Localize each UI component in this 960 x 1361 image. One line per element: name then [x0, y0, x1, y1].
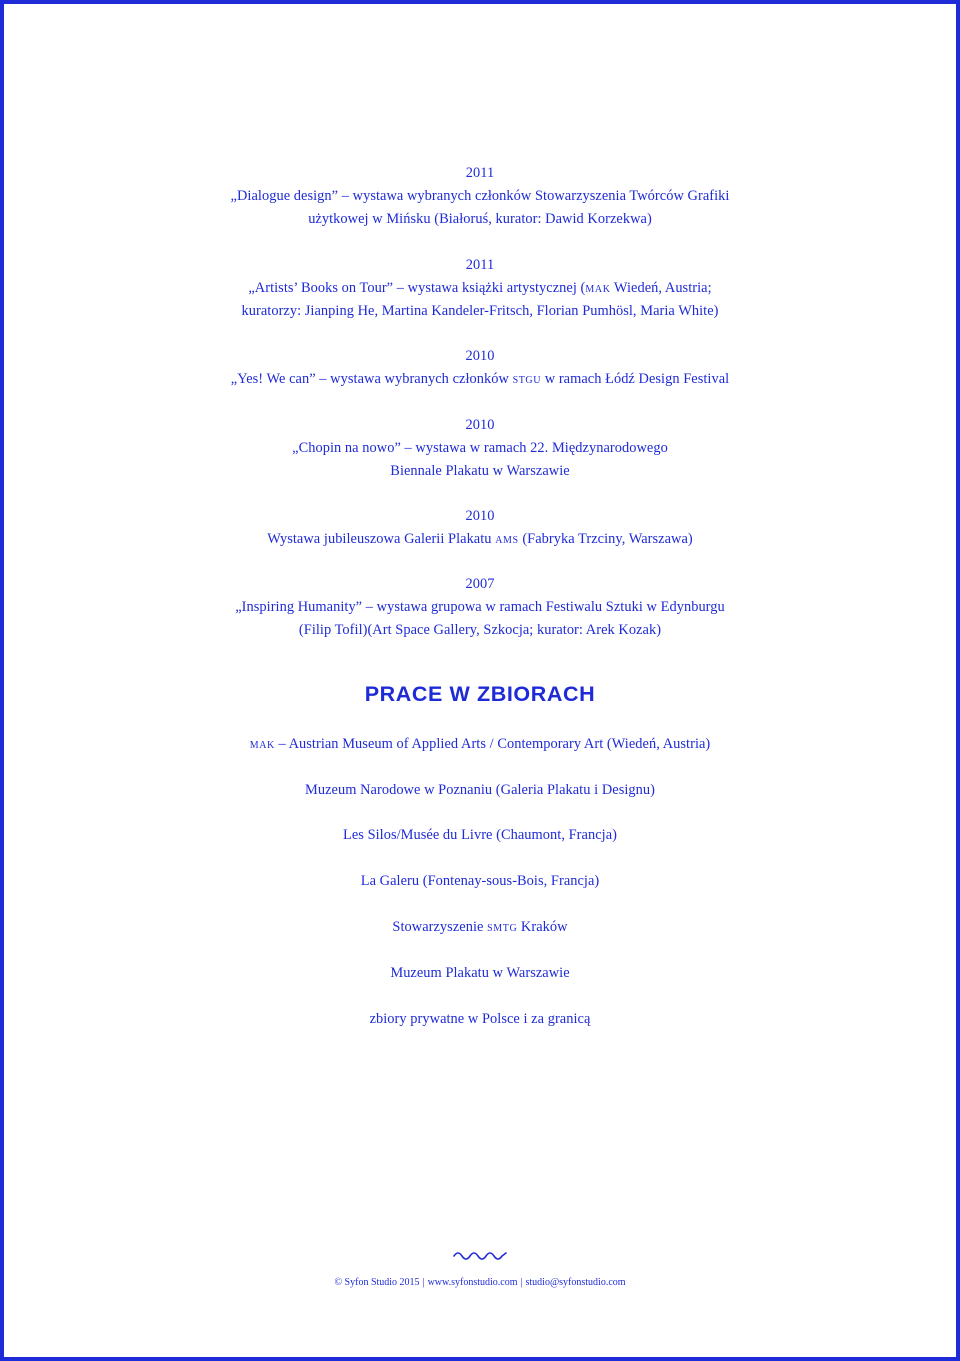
exhibition-description	[0, 437, 960, 460]
exhibition-entry	[0, 345, 960, 391]
exhibition-entry	[0, 573, 960, 642]
exhibition-year: 2007	[465, 576, 495, 592]
collections-heading: PRACE W ZBIORACH	[364, 682, 596, 706]
text-segment: (Filip Tofil)(Art Space Gallery, Szkocja; kurator: Arek Kozak)	[298, 622, 662, 638]
exhibition-year: 2011	[465, 165, 495, 181]
text-segment: Muzeum Narodowe w Poznaniu (Galeria Plakatu i Designu)	[305, 782, 655, 798]
exhibition-description	[0, 368, 960, 391]
exhibition-entry	[0, 162, 960, 231]
collection-item	[0, 916, 960, 939]
acronym: stgu	[512, 371, 542, 387]
footer	[0, 1276, 960, 1290]
footer-website-link[interactable]: www.syfonstudio.com	[427, 1277, 518, 1288]
collection-name	[0, 733, 960, 756]
text-segment: kuratorzy: Jianping He, Martina Kandeler-Fritsch, Florian Pumhösl, Maria White)	[241, 303, 719, 319]
exhibition-description	[0, 619, 960, 642]
footer-separator: |	[422, 1277, 425, 1288]
collection-name	[0, 916, 960, 939]
exhibition-description	[0, 596, 960, 619]
exhibition-description	[0, 185, 960, 208]
text-segment: (Fabryka Trzciny, Warszawa)	[518, 531, 693, 547]
exhibition-year: 2010	[465, 417, 495, 433]
exhibition-entry	[0, 505, 960, 551]
text-segment: Muzeum Plakatu w Warszawie	[390, 965, 570, 981]
text-segment: – Austrian Museum of Applied Arts / Contemporary Art (Wiedeń, Austria)	[274, 736, 711, 752]
text-segment: zbiory prywatne w Polsce i za granicą	[369, 1011, 591, 1027]
text-segment: Wystawa jubileuszowa Galerii Plakatu	[267, 531, 496, 547]
exhibition-description	[0, 208, 960, 231]
acronym: ams	[495, 531, 519, 547]
collection-item	[0, 779, 960, 802]
footer-copyright: © Syfon Studio 2015	[334, 1277, 420, 1288]
exhibition-description	[0, 277, 960, 300]
text-segment: Biennale Plakatu w Warszawie	[390, 463, 570, 479]
exhibition-description	[0, 300, 960, 323]
collection-name	[0, 870, 960, 893]
wave-ornament-icon	[453, 1248, 507, 1260]
acronym: mak	[249, 736, 275, 752]
exhibition-entry	[0, 414, 960, 483]
text-segment: użytkowej w Mińsku (Białoruś, kurator: Dawid Korzekwa)	[308, 211, 652, 227]
text-segment: La Galeru (Fontenay-sous-Bois, Francja)	[360, 873, 600, 889]
footer-separator: |	[520, 1277, 523, 1288]
collection-item	[0, 870, 960, 893]
collection-item	[0, 733, 960, 756]
text-segment: Wiedeń, Austria;	[610, 280, 712, 296]
text-segment: Kraków	[517, 919, 568, 935]
collection-name	[0, 779, 960, 802]
collection-name	[0, 962, 960, 985]
collection-item	[0, 962, 960, 985]
acronym: smtg	[487, 919, 518, 935]
footer-email-link[interactable]: studio@syfonstudio.com	[525, 1277, 626, 1288]
acronym: mak	[585, 280, 611, 296]
collection-name	[0, 824, 960, 847]
exhibition-description	[0, 460, 960, 483]
collection-name	[0, 1008, 960, 1031]
text-segment: „Artists’ Books on Tour” – wystawa książki artystycznej (	[248, 280, 586, 296]
collection-item	[0, 1008, 960, 1031]
exhibition-year: 2011	[465, 257, 495, 273]
exhibition-entry	[0, 254, 960, 323]
text-segment: w ramach Łódź Design Festival	[541, 371, 730, 387]
text-segment: „Chopin na nowo” – wystawa w ramach 22. Międzynarodowego	[292, 440, 668, 456]
text-segment: „Dialogue design” – wystawa wybranych członków Stowarzyszenia Twórców Grafiki	[230, 188, 730, 204]
collection-item	[0, 824, 960, 847]
exhibition-year: 2010	[465, 348, 495, 364]
text-segment: „Inspiring Humanity” – wystawa grupowa w ramach Festiwalu Sztuki w Edynburgu	[235, 599, 725, 615]
text-segment: „Yes! We can” – wystawa wybranych członków	[230, 371, 513, 387]
text-segment: Les Silos/Musée du Livre (Chaumont, Francja)	[343, 827, 617, 843]
exhibition-year: 2010	[465, 508, 495, 524]
text-segment: Stowarzyszenie	[392, 919, 488, 935]
exhibition-description	[0, 528, 960, 551]
